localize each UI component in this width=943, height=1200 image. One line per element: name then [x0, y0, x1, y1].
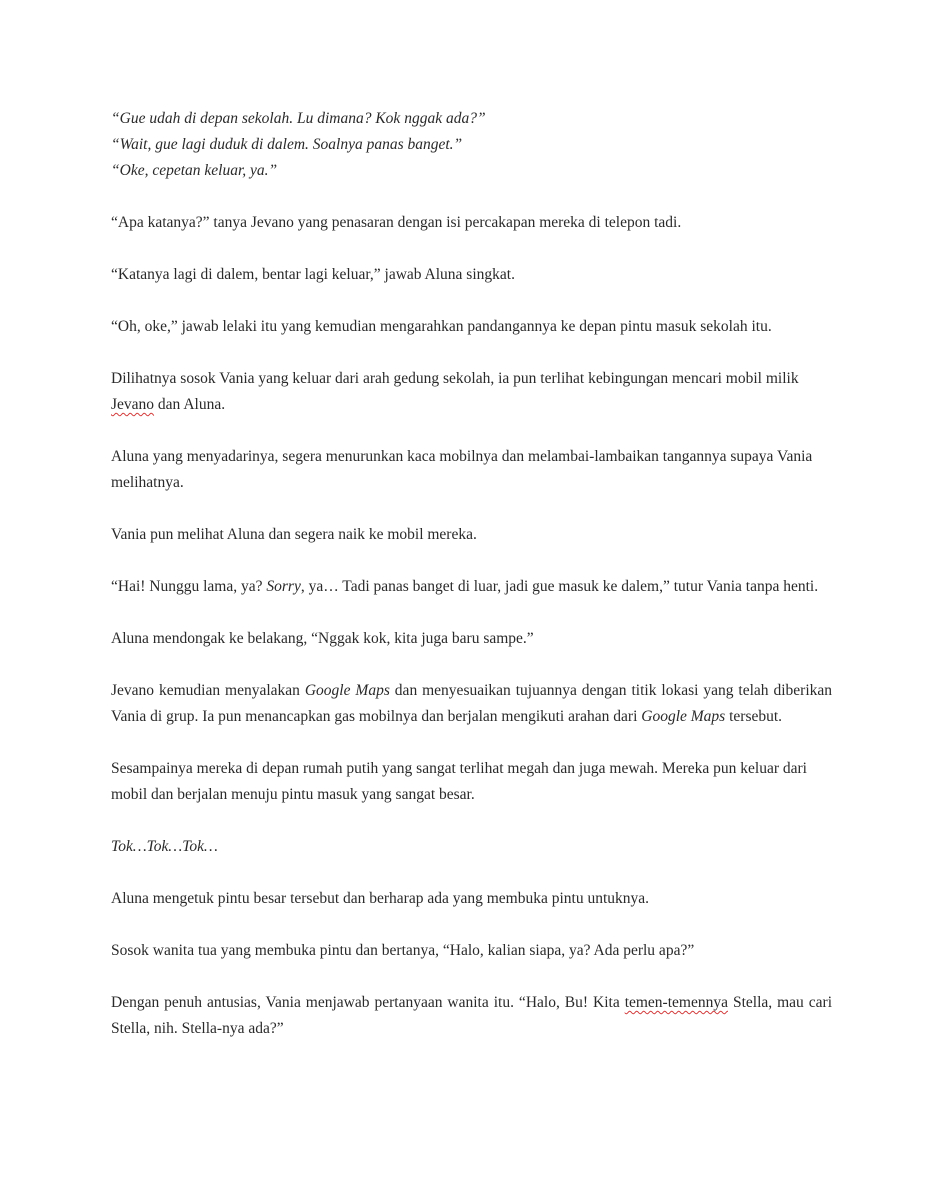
paragraph: “Oh, oke,” jawab lelaki itu yang kemudian mengarahkan pandangannya ke depan pintu masuk sekolah itu.	[111, 318, 772, 335]
paragraph: “Apa katanya?” tanya Jevano yang penasaran dengan isi percakapan mereka di telepon tadi.	[111, 214, 682, 231]
dialogue-line: “Oke, cepetan keluar, ya.”	[111, 162, 278, 179]
paragraph: Aluna mendongak ke belakang, “Nggak kok, kita juga baru sampe.”	[111, 630, 534, 647]
spellcheck-flagged-word[interactable]: temen-temennya	[624, 994, 728, 1011]
paragraph: “Katanya lagi di dalem, bentar lagi keluar,” jawab Aluna singkat.	[111, 266, 515, 283]
paragraph-text: tersebut.	[725, 708, 783, 725]
paragraph	[111, 366, 832, 418]
dialogue-line: “Wait, gue lagi duduk di dalem. Soalnya panas banget.”	[111, 136, 463, 153]
paragraph-text: dan menyesuaikan tujuannya dengan titik lokasi yang telah diberikan Vania di grup. Ia pun menancapkan gas mobilnya dan berjalan mengikuti arahan dari	[111, 682, 833, 725]
phone-dialogue	[111, 106, 832, 184]
paragraph: Aluna yang menyadarinya, segera menurunkan kaca mobilnya dan melambai-lambaikan tangannya supaya Vania melihatnya.	[111, 448, 813, 491]
paragraph-text: “Hai! Nunggu lama, ya?	[111, 578, 267, 595]
paragraph	[111, 678, 832, 730]
italic-text: Google Maps	[304, 682, 390, 699]
paragraph: Aluna mengetuk pintu besar tersebut dan berharap ada yang membuka pintu untuknya.	[111, 890, 650, 907]
document-page	[111, 106, 832, 1068]
paragraph	[111, 574, 832, 600]
paragraph-text: , ya… Tadi panas banget di luar, jadi gue masuk ke dalem,” tutur Vania tanpa henti.	[300, 578, 819, 595]
paragraph-text: dan Aluna.	[154, 396, 226, 413]
paragraph: Vania pun melihat Aluna dan segera naik ke mobil mereka.	[111, 526, 477, 543]
paragraph-text: Dengan penuh antusias, Vania menjawab pertanyaan wanita itu. “Halo, Bu! Kita	[111, 994, 625, 1011]
italic-text: Google Maps	[641, 708, 726, 725]
paragraph-text: Dilihatnya sosok Vania yang keluar dari arah gedung sekolah, ia pun terlihat kebingungan mencari mobil milik	[111, 370, 799, 387]
paragraph-text: Jevano kemudian menyalakan	[111, 682, 305, 699]
sound-effect: Tok…Tok…Tok…	[111, 838, 218, 855]
italic-text: Sorry	[266, 578, 301, 595]
paragraph: Sesampainya mereka di depan rumah putih yang sangat terlihat megah dan juga mewah. Mereka pun keluar dari mobil dan berjalan menuju pintu masuk yang sangat besar.	[111, 760, 807, 803]
paragraph: Sosok wanita tua yang membuka pintu dan bertanya, “Halo, kalian siapa, ya? Ada perlu apa?”	[111, 942, 695, 959]
paragraph	[111, 990, 832, 1042]
dialogue-line: “Gue udah di depan sekolah. Lu dimana? Kok nggak ada?”	[111, 110, 486, 127]
paragraph-text: Stella, mau cari Stella, nih. Stella-nya ada?”	[111, 994, 832, 1037]
spellcheck-flagged-word[interactable]: Jevano	[111, 396, 155, 413]
